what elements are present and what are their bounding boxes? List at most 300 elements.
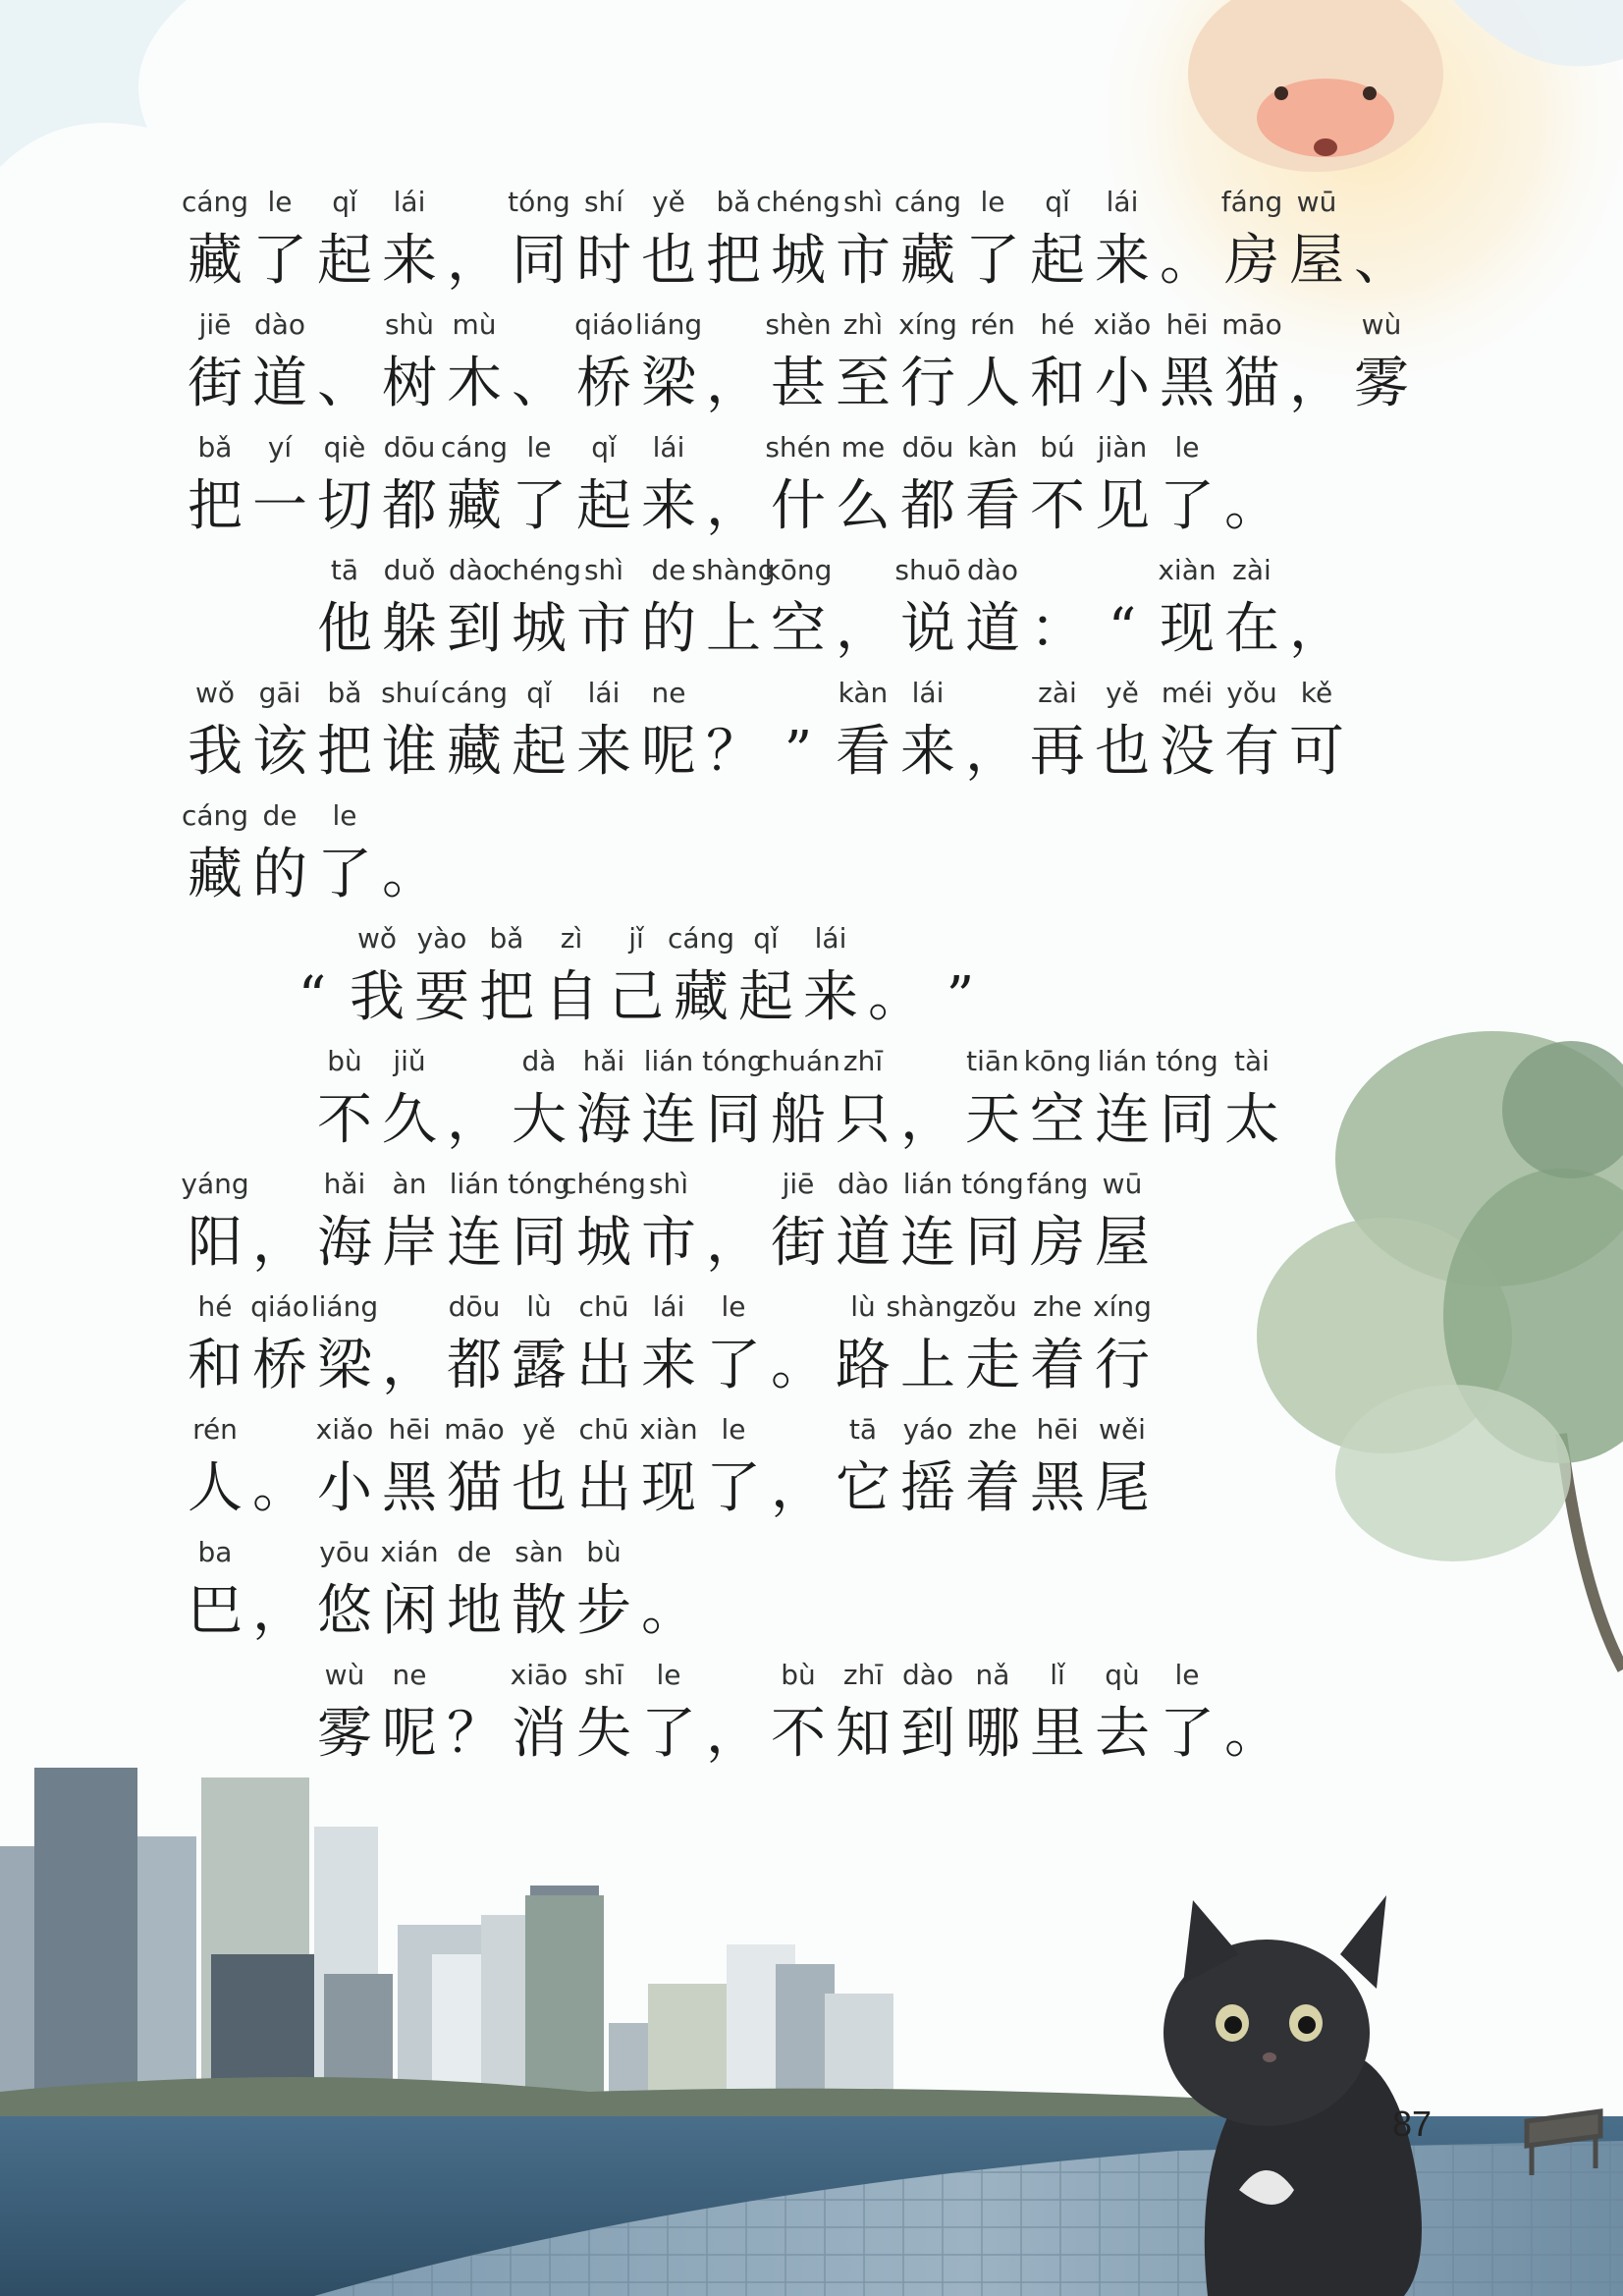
pinyin-character <box>960 305 1025 423</box>
pinyin-character <box>1219 674 1284 792</box>
pinyin-character <box>960 551 1025 669</box>
pinyin: bù <box>586 1536 622 1568</box>
hanzi: 房 <box>1224 229 1279 293</box>
hanzi: 现 <box>641 1456 696 1520</box>
pinyin: yí <box>267 431 293 464</box>
hanzi: 城 <box>512 597 567 661</box>
pinyin-character <box>507 1656 571 1774</box>
hanzi: 雾 <box>1354 352 1409 415</box>
pinyin: qù <box>1105 1659 1140 1691</box>
pinyin-character <box>247 1287 312 1405</box>
pinyin-character <box>960 1287 1025 1405</box>
hanzi: 也 <box>641 229 696 293</box>
pinyin-character <box>312 1410 377 1528</box>
pinyin: xiǎo <box>1093 308 1152 341</box>
hanzi: 空 <box>1030 1088 1085 1152</box>
pinyin-character <box>247 1410 312 1528</box>
pinyin: lái <box>652 1290 685 1323</box>
hanzi: 藏 <box>447 474 502 538</box>
pinyin: duǒ <box>383 554 436 586</box>
hanzi: 没 <box>1160 720 1215 784</box>
hanzi: 屋 <box>1095 1211 1150 1275</box>
hanzi: 了 <box>252 229 307 293</box>
hanzi: ， <box>706 352 761 415</box>
pinyin-character <box>831 551 895 669</box>
hanzi: 在 <box>1224 597 1279 661</box>
pinyin: le <box>721 1413 746 1446</box>
pinyin: dào <box>966 554 1019 586</box>
pinyin: lián <box>643 1045 694 1077</box>
pinyin-character <box>247 796 312 914</box>
hanzi: 街 <box>771 1211 826 1275</box>
pinyin-character <box>312 1656 377 1774</box>
pinyin-character <box>247 674 312 792</box>
pinyin-character <box>183 1165 247 1283</box>
pinyin-character <box>636 1287 701 1405</box>
pinyin: yào <box>416 922 467 955</box>
pinyin-character <box>183 674 247 792</box>
pinyin-character <box>1349 305 1414 423</box>
hanzi: 走 <box>965 1334 1020 1397</box>
pinyin: le <box>1174 1659 1200 1691</box>
hanzi: ， <box>900 1088 955 1152</box>
hanzi: 着 <box>965 1456 1020 1520</box>
hanzi: 至 <box>836 352 891 415</box>
pinyin-character <box>895 183 960 301</box>
pinyin-character <box>895 428 960 546</box>
pinyin: qiè <box>323 431 366 464</box>
hanzi: 黑 <box>382 1456 437 1520</box>
hanzi: 摇 <box>900 1456 955 1520</box>
hanzi: 都 <box>382 474 437 538</box>
pinyin: shí <box>583 186 624 218</box>
pinyin: jiē <box>782 1168 815 1200</box>
hanzi: 要 <box>414 965 469 1029</box>
hanzi: 行 <box>1095 1334 1150 1397</box>
pinyin-character <box>571 1042 636 1160</box>
pinyin: qiáo <box>250 1290 309 1323</box>
hanzi: 同 <box>965 1211 1020 1275</box>
pinyin: cáng <box>181 799 249 832</box>
pinyin: cáng <box>893 186 962 218</box>
pinyin-character <box>1155 428 1219 546</box>
hanzi: 时 <box>576 229 631 293</box>
hanzi: 巴 <box>188 1579 243 1643</box>
pinyin: fáng <box>1026 1168 1089 1200</box>
pinyin: māo <box>444 1413 505 1446</box>
pinyin-character <box>960 1410 1025 1528</box>
hanzi: 了 <box>706 1456 761 1520</box>
pinyin-character <box>1349 183 1414 301</box>
pinyin: jiǔ <box>393 1045 426 1077</box>
pinyin-character <box>183 1287 247 1405</box>
hanzi: 猫 <box>447 1456 502 1520</box>
pinyin: ne <box>392 1659 427 1691</box>
hanzi: “ <box>298 965 327 1029</box>
hanzi: 海 <box>576 1088 631 1152</box>
hanzi: 呢 <box>382 1702 437 1766</box>
pinyin-character <box>831 1656 895 1774</box>
pinyin: kàn <box>838 677 889 709</box>
pinyin-character <box>960 1656 1025 1774</box>
pinyin-character <box>766 674 831 792</box>
pinyin-character <box>1025 674 1090 792</box>
pinyin-character <box>345 919 409 1037</box>
pinyin: zhe <box>1033 1290 1082 1323</box>
pinyin: shì <box>842 186 884 218</box>
pinyin: ba <box>197 1536 233 1568</box>
pinyin: xián <box>380 1536 439 1568</box>
pinyin-character <box>831 1165 895 1283</box>
hanzi: 消 <box>512 1702 567 1766</box>
pinyin: tā <box>330 554 359 586</box>
pinyin-character <box>1090 305 1155 423</box>
pinyin: yáo <box>902 1413 953 1446</box>
pinyin-character <box>1284 305 1349 423</box>
hanzi: 里 <box>1030 1702 1085 1766</box>
hanzi: 了 <box>641 1702 696 1766</box>
pinyin-character <box>1090 428 1155 546</box>
hanzi: 起 <box>1030 229 1085 293</box>
pinyin-character <box>1025 1042 1090 1160</box>
pinyin-character <box>766 1287 831 1405</box>
pinyin: le <box>1174 431 1200 464</box>
pinyin-character <box>1090 1042 1155 1160</box>
hanzi: 市 <box>641 1211 696 1275</box>
hanzi: ， <box>447 1088 502 1152</box>
hanzi: 一 <box>252 474 307 538</box>
hanzi: 久 <box>382 1088 437 1152</box>
pinyin: jiē <box>198 308 232 341</box>
pinyin-character <box>442 305 507 423</box>
pinyin-character <box>1284 183 1349 301</box>
pinyin: xiàn <box>639 1413 698 1446</box>
pinyin: tā <box>848 1413 878 1446</box>
hanzi: 街 <box>188 352 243 415</box>
pinyin-character <box>183 1533 247 1651</box>
hanzi: 着 <box>1030 1334 1085 1397</box>
pinyin-character <box>636 674 701 792</box>
pinyin: hǎi <box>323 1168 366 1200</box>
hanzi: 么 <box>836 474 891 538</box>
hanzi: 了 <box>1160 474 1215 538</box>
pinyin: dōu <box>448 1290 501 1323</box>
pinyin: mù <box>452 308 497 341</box>
hanzi: ， <box>836 597 891 661</box>
hanzi: 可 <box>1289 720 1344 784</box>
pinyin: yě <box>522 1413 556 1446</box>
pinyin-character <box>960 674 1025 792</box>
pinyin-character <box>636 428 701 546</box>
hanzi: ， <box>771 1456 826 1520</box>
hanzi: ， <box>706 1702 761 1766</box>
hanzi: 起 <box>317 229 372 293</box>
pinyin: dào <box>253 308 306 341</box>
hanzi: 步 <box>576 1579 631 1643</box>
pinyin-character <box>377 183 442 301</box>
pinyin: bú <box>1040 431 1075 464</box>
hanzi: 露 <box>512 1334 567 1397</box>
pinyin: bǎ <box>716 186 751 218</box>
hanzi: 己 <box>609 965 664 1029</box>
hanzi: 树 <box>382 352 437 415</box>
hanzi: 看 <box>965 474 1020 538</box>
hanzi: 只 <box>836 1088 891 1152</box>
hanzi: 市 <box>576 597 631 661</box>
pinyin-character <box>312 183 377 301</box>
pinyin: le <box>267 186 293 218</box>
hanzi: 起 <box>738 965 793 1029</box>
hanzi: 来 <box>803 965 858 1029</box>
hanzi: 看 <box>836 720 891 784</box>
hanzi: 起 <box>512 720 567 784</box>
hanzi: 连 <box>447 1211 502 1275</box>
hanzi: 出 <box>576 1456 631 1520</box>
hanzi: 不 <box>771 1702 826 1766</box>
pinyin-character <box>312 796 377 914</box>
hanzi: ， <box>706 474 761 538</box>
hanzi: 。 <box>641 1579 696 1643</box>
pinyin: xíng <box>1093 1290 1152 1323</box>
pinyin: jǐ <box>628 922 644 955</box>
hanzi: 的 <box>252 843 307 906</box>
hanzi: 起 <box>576 474 631 538</box>
pinyin: dōu <box>383 431 436 464</box>
hanzi: 天 <box>965 1088 1020 1152</box>
hanzi: 海 <box>317 1211 372 1275</box>
pinyin: le <box>526 431 552 464</box>
pinyin-character <box>1025 551 1090 669</box>
pinyin: cáng <box>440 431 509 464</box>
pinyin-character <box>701 674 766 792</box>
pinyin: bǎ <box>489 922 524 955</box>
hanzi: 黑 <box>1160 352 1215 415</box>
pinyin-character <box>960 183 1025 301</box>
pinyin-character <box>1155 674 1219 792</box>
pinyin: bǎ <box>197 431 233 464</box>
pinyin: zhī <box>842 1659 884 1691</box>
pinyin-character <box>733 919 798 1037</box>
pinyin: liáng <box>634 308 703 341</box>
hanzi: 。 <box>252 1456 307 1520</box>
pinyin-character <box>377 1042 442 1160</box>
pinyin: chuán <box>756 1045 840 1077</box>
pinyin: wū <box>1102 1168 1143 1200</box>
pinyin: wǒ <box>194 677 236 709</box>
hanzi: 尾 <box>1095 1456 1150 1520</box>
pinyin: lǐ <box>1050 1659 1065 1691</box>
pinyin: qǐ <box>1045 186 1070 218</box>
pinyin: liáng <box>310 1290 379 1323</box>
pinyin-character <box>895 305 960 423</box>
pinyin-character <box>766 551 831 669</box>
pinyin: lái <box>814 922 847 955</box>
pinyin-character <box>1025 428 1090 546</box>
hanzi: 船 <box>771 1088 826 1152</box>
pinyin-character <box>604 919 669 1037</box>
hanzi: 。 <box>868 965 923 1029</box>
hanzi: 了 <box>1160 1702 1215 1766</box>
pinyin-character <box>756 1042 840 1160</box>
pinyin-character <box>863 919 928 1037</box>
pinyin-character <box>312 551 377 669</box>
hanzi: 地 <box>447 1579 502 1643</box>
pinyin: hé <box>1040 308 1075 341</box>
hanzi: 同 <box>512 1211 567 1275</box>
hanzi: 甚 <box>771 352 826 415</box>
pinyin: qǐ <box>526 677 552 709</box>
pinyin-character <box>960 428 1025 546</box>
hanzi: ？ <box>706 720 761 784</box>
pinyin-character <box>1025 1165 1090 1283</box>
hanzi: 来 <box>576 720 631 784</box>
hanzi: 岸 <box>382 1211 437 1275</box>
hanzi: ， <box>1289 597 1344 661</box>
pinyin-character <box>183 796 247 914</box>
hanzi: 猫 <box>1224 352 1279 415</box>
pinyin: wù <box>1361 308 1402 341</box>
pinyin: tóng <box>702 1045 765 1077</box>
pinyin-character <box>831 183 895 301</box>
pinyin-character <box>636 1410 701 1528</box>
pinyin: yǒu <box>1226 677 1277 709</box>
hanzi: 同 <box>1160 1088 1215 1152</box>
pinyin: kōng <box>1023 1045 1092 1077</box>
hanzi: 切 <box>317 474 372 538</box>
hanzi: 躲 <box>382 597 437 661</box>
hanzi: 他 <box>317 597 372 661</box>
pinyin: le <box>980 186 1005 218</box>
hanzi: 和 <box>1030 352 1085 415</box>
hanzi: 去 <box>1095 1702 1150 1766</box>
hanzi: 黑 <box>1030 1456 1085 1520</box>
pinyin-character <box>1025 183 1090 301</box>
pinyin: zhì <box>842 308 884 341</box>
pinyin: ne <box>651 677 686 709</box>
pinyin-character <box>474 919 539 1037</box>
pinyin-character <box>571 428 636 546</box>
hanzi: 。 <box>382 843 437 906</box>
pinyin-character <box>312 1165 377 1283</box>
hanzi: 散 <box>512 1579 567 1643</box>
hanzi: 城 <box>771 229 826 293</box>
pinyin-character <box>766 1165 831 1283</box>
hanzi: ， <box>965 720 1020 784</box>
pinyin-character <box>1025 1656 1090 1774</box>
hanzi: 出 <box>576 1334 631 1397</box>
pinyin-character <box>442 1165 507 1283</box>
pinyin-character <box>831 674 895 792</box>
pinyin: lián <box>902 1168 953 1200</box>
pinyin-character <box>928 919 993 1037</box>
pinyin-character <box>895 1165 960 1283</box>
hanzi: 不 <box>1030 474 1085 538</box>
pinyin: yáng <box>181 1168 249 1200</box>
hanzi: 我 <box>188 720 243 784</box>
hanzi: 空 <box>771 597 826 661</box>
pinyin: zài <box>1038 677 1077 709</box>
pinyin: wū <box>1296 186 1337 218</box>
hanzi: 人 <box>965 352 1020 415</box>
pinyin-character <box>571 674 636 792</box>
pinyin: dōu <box>901 431 954 464</box>
pinyin-character <box>442 428 507 546</box>
pinyin-character <box>766 305 831 423</box>
pinyin: xiāo <box>510 1659 568 1691</box>
hanzi: 。 <box>1224 474 1279 538</box>
pinyin: sàn <box>514 1536 564 1568</box>
hanzi: 木 <box>447 352 502 415</box>
pinyin: lái <box>652 431 685 464</box>
hanzi: 来 <box>382 229 437 293</box>
hanzi: 、 <box>512 352 567 415</box>
pinyin: zǒu <box>968 1290 1017 1323</box>
pinyin: xiǎo <box>315 1413 374 1446</box>
hanzi: 现 <box>1160 597 1215 661</box>
pinyin-character <box>377 674 442 792</box>
pinyin-character <box>960 1165 1025 1283</box>
pinyin-character <box>442 1042 507 1160</box>
pinyin: shuō <box>894 554 961 586</box>
hanzi: 都 <box>900 474 955 538</box>
hanzi: ， <box>1289 352 1344 415</box>
pinyin-character <box>895 1410 960 1528</box>
pinyin-character <box>766 1656 831 1774</box>
hanzi: 太 <box>1224 1088 1279 1152</box>
pinyin-character <box>701 1165 766 1283</box>
pinyin-character <box>507 1042 571 1160</box>
hanzi: 藏 <box>447 720 502 784</box>
pinyin-character <box>183 305 247 423</box>
pinyin-character <box>895 1656 960 1774</box>
hanzi: ， <box>447 229 502 293</box>
pinyin: wěi <box>1099 1413 1146 1446</box>
pinyin-character <box>377 1656 442 1774</box>
hanzi: 呢 <box>641 720 696 784</box>
pinyin: zhī <box>842 1045 884 1077</box>
hanzi: 谁 <box>382 720 437 784</box>
hanzi: 也 <box>512 1456 567 1520</box>
pinyin-character <box>1219 183 1284 301</box>
hanzi: 雾 <box>317 1702 372 1766</box>
hanzi: 来 <box>1095 229 1150 293</box>
pinyin: shàng <box>691 554 776 586</box>
pinyin-character <box>247 183 312 301</box>
pinyin: chū <box>578 1413 629 1446</box>
pinyin: gāi <box>258 677 301 709</box>
pinyin: dào <box>901 1659 954 1691</box>
pinyin-character <box>571 1533 636 1651</box>
hanzi: 哪 <box>965 1702 1020 1766</box>
pinyin-character <box>766 428 831 546</box>
pinyin: zhe <box>968 1413 1017 1446</box>
pinyin: le <box>332 799 357 832</box>
hanzi: 见 <box>1095 474 1150 538</box>
pinyin-character <box>831 305 895 423</box>
pinyin: hé <box>197 1290 233 1323</box>
pinyin: qǐ <box>332 186 357 218</box>
hanzi: 、 <box>317 352 372 415</box>
pinyin-character <box>312 428 377 546</box>
hanzi: 连 <box>900 1211 955 1275</box>
pinyin: xiàn <box>1158 554 1217 586</box>
pinyin: lái <box>1106 186 1139 218</box>
pinyin-character <box>1219 551 1284 669</box>
pinyin: nǎ <box>975 1659 1010 1691</box>
hanzi: 藏 <box>900 229 955 293</box>
pinyin: shèn <box>765 308 832 341</box>
pinyin: lù <box>850 1290 876 1323</box>
